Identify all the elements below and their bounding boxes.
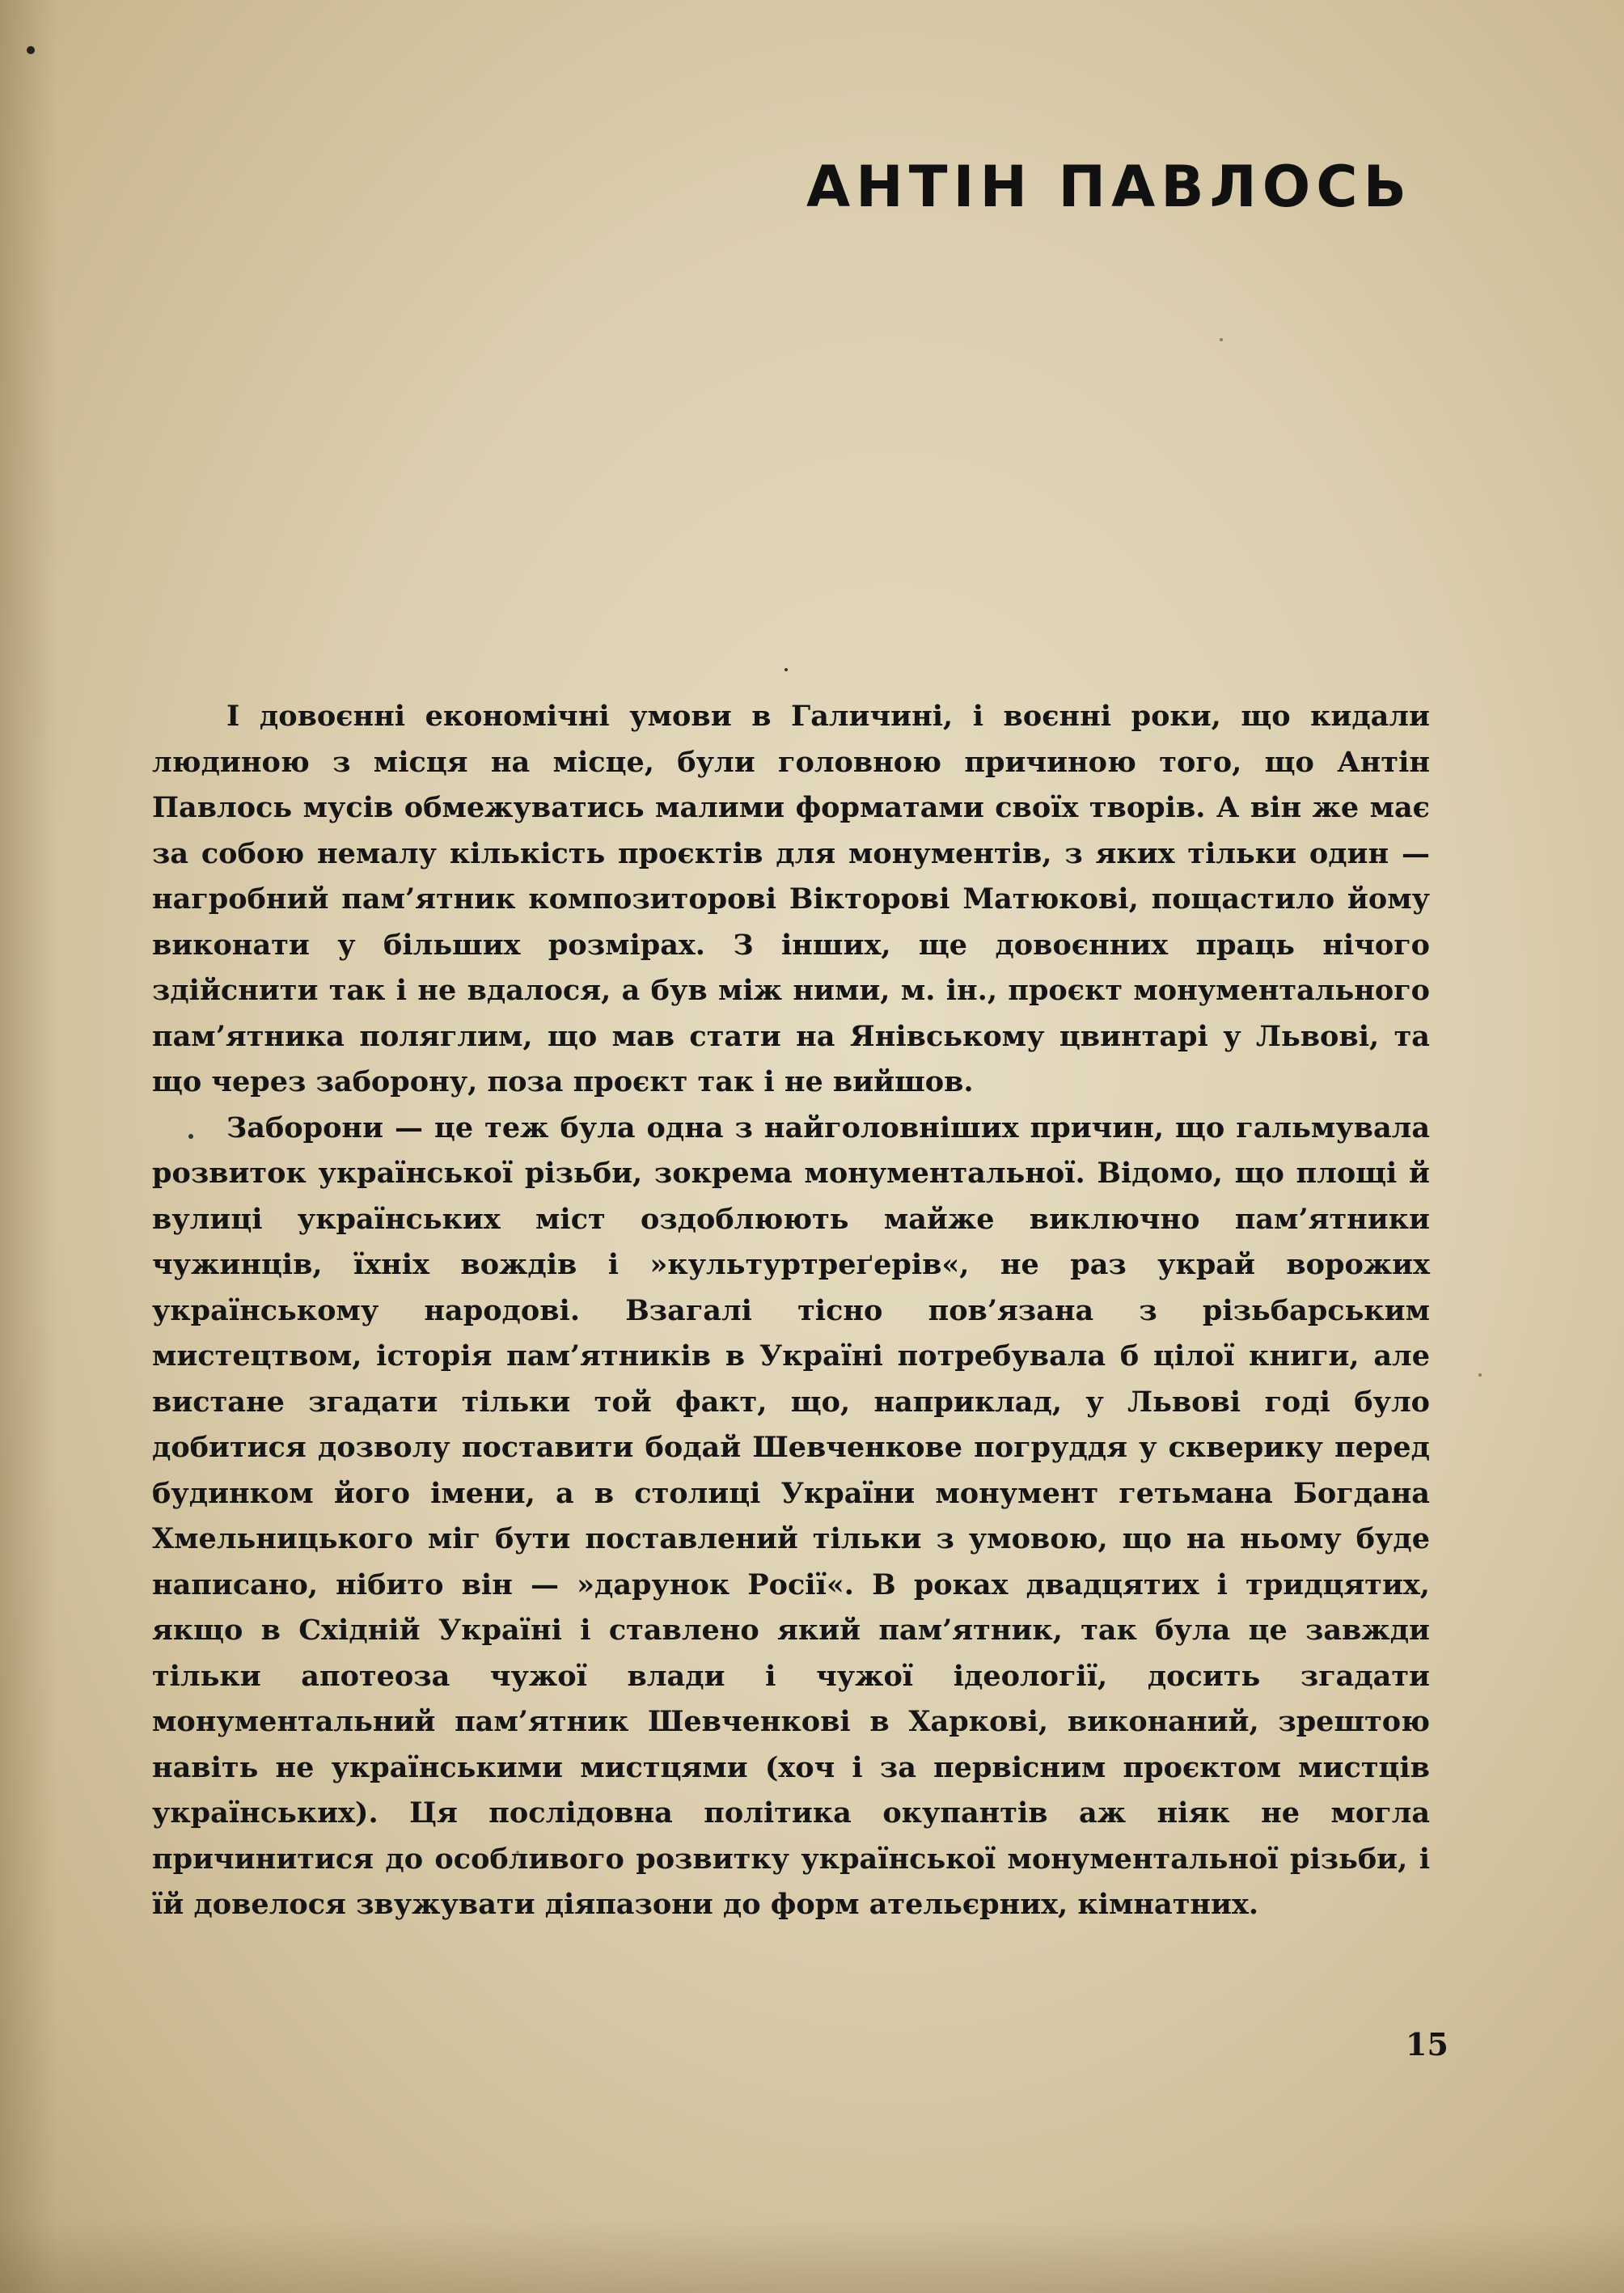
paragraph: Заборони — це теж була одна з найголовніших причин, що гальмувала розвиток української різьби, зокрема монументальної. Відомо, що площі й вулиці українських міст оздоблюють майже виключно пам’ятники чужинців, їхніх вождів і »культуртреґерів«, не раз украй ворожих українському народові. Взагалі тісно пов’язана з різьбарським мистецтвом, історія пам’ятників в Україні потребувала б цілої книги, але вистане згадати тільки той факт, що, наприклад, у Львові годі було добитися дозволу поставити бодай Шевченкове погруддя у скверику перед будинком його імени, а в столиці України монумент гетьмана Богдана Хмельницького міг бути поставлений тільки з умовою, що на ньому буде написано, нібито він — »дарунок Росії«. В роках двадцятих і тридцятих, якщо в Східній Україні і ставлено який пам’ятник, так була це завжди тільки апотеоза чужої влади і чужої ідеології, досить згадати монументальний пам’ятник Шевченкові в Харкові, виконаний, зрештою навіть не українськими мистцями (хоч і за первісним проєктом мистців українських). Ця послідовна політика окупантів аж ніяк не могла причинитися до особливого розвитку української монументальної різьби, і їй довелося звужувати діяпазони до форм ательєрних, кімнатних. (152, 1111, 1430, 1921)
page-title: АНТІН ПАВЛОСЬ (806, 154, 1412, 220)
page-number: 15 (1406, 2026, 1448, 2062)
paragraph: І довоєнні економічні умови в Галичині, і воєнні роки, що кидали людиною з місця на місце, були головною причиною того, що Антін Павлось мусів обмежуватись малими форматами своїх творів. А він же має за собою немалу кількість проєктів для монументів, з яких тільки один — нагробний пам’ятник композиторові Вікторові Матюкові, пощастило йому виконати у більших розмірах. З інших, ще довоєнних праць нічого здійснити так і не вдалося, а був між ними, м. ін., проєкт монументального пам’ятника поляглим, що мав стати на Янівському цвинтарі у Львові, та що через заборону, поза проєкт так і не вийшов. (152, 700, 1430, 1098)
article-body (152, 694, 1430, 1928)
